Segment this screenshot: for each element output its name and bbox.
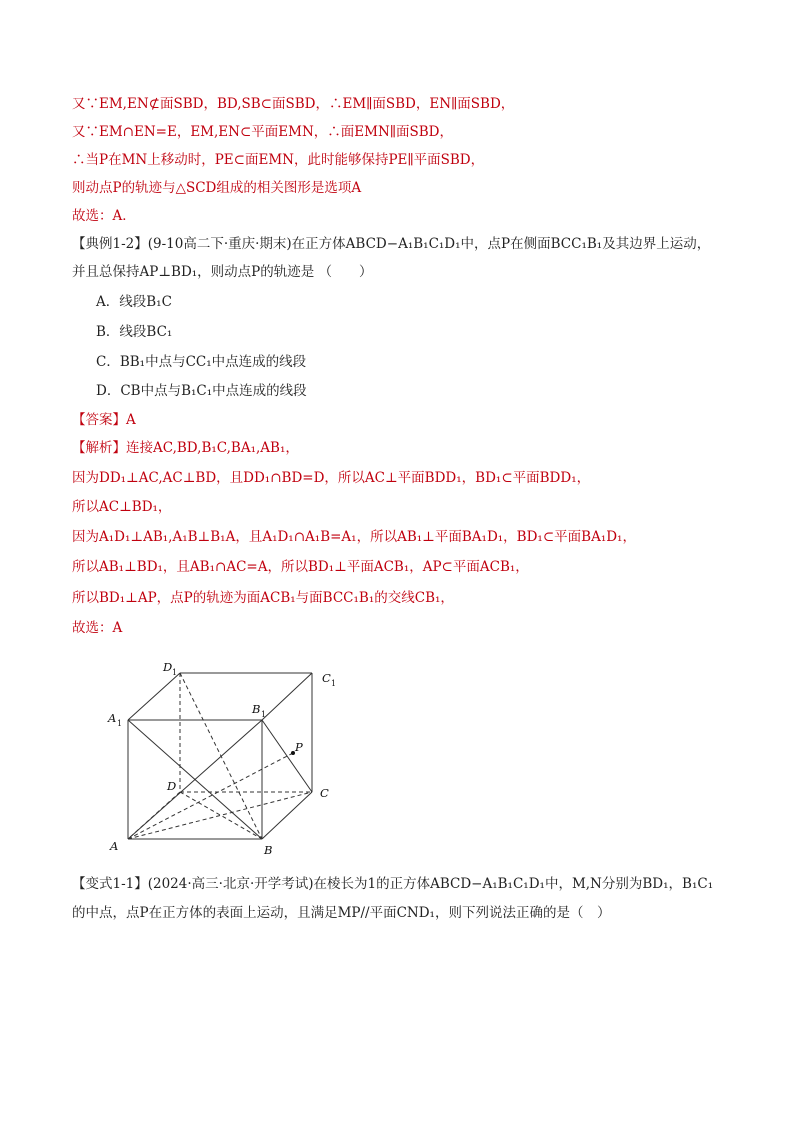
- label-b: B: [264, 843, 273, 857]
- label-a1: A: [108, 711, 117, 725]
- label-a1-sub: 1: [117, 719, 123, 728]
- text-line: 故选：A．: [72, 208, 136, 224]
- answer-line: 【答案】A: [72, 412, 136, 428]
- label-b1-sub: 1: [261, 710, 267, 719]
- text-line: 所以BD₁⊥AP，点P的轨迹为面ACB₁与面BCC₁B₁的交线CB₁，: [72, 590, 454, 606]
- label-c1: C: [322, 671, 331, 685]
- text-line: 并且总保持AP⊥BD₁，则动点P的轨迹是 （ ）: [72, 264, 373, 280]
- text-line: ∴当P在MN上移动时，PE⊂面EMN，此时能够保持PE∥平面SBD，: [72, 152, 485, 168]
- text-line: 又∵EM∩EN=E，EM,EN⊂平面EMN，∴面EMN∥面SBD，: [72, 124, 453, 140]
- analysis-line: 【解析】连接AC,BD,B₁C,BA₁,AB₁，: [72, 440, 299, 456]
- example-heading: 【典例1-2】(9-10高二下·重庆·期末)在正方体ABCD−A₁B₁C₁D₁中，点P在侧面BCC₁B₁及其边界上运动，: [72, 236, 711, 252]
- label-b1: B: [252, 702, 261, 716]
- label-a: A: [110, 839, 119, 853]
- option-b: B．线段BC₁: [96, 324, 173, 340]
- text-line: 所以AC⊥BD₁，: [72, 499, 172, 515]
- label-c: C: [320, 786, 329, 800]
- variant-heading: 【变式1-1】(2024·高三·北京·开学考试)在棱长为1的正方体ABCD−A₁B₁C₁D₁中，M,N分别为BD₁，B₁C₁: [72, 876, 714, 892]
- text-line: 的中点，点P在正方体的表面上运动，且满足MP//平面CND₁，则下列说法正确的是（ ）: [72, 905, 611, 921]
- label-d1-sub: 1: [172, 668, 178, 677]
- text-line: 则动点P的轨迹与△SCD组成的相关图形是选项A: [72, 180, 362, 196]
- label-c1-sub: 1: [331, 679, 337, 688]
- label-d1: D: [163, 660, 173, 674]
- text-line: 因为DD₁⊥AC,AC⊥BD，且DD₁∩BD=D，所以AC⊥平面BDD₁，BD₁⊂平面BDD₁，: [72, 470, 591, 486]
- label-p: P: [295, 740, 303, 754]
- option-a: A．线段B₁C: [96, 294, 172, 310]
- cube-figure: [100, 650, 360, 862]
- label-d: D: [167, 779, 177, 793]
- text-line: 因为A₁D₁⊥AB₁,A₁B⊥B₁A，且A₁D₁∩A₁B=A₁，所以AB₁⊥平面BA₁D₁，BD₁⊂平面BA₁D₁，: [72, 529, 636, 545]
- option-c: C．BB₁中点与CC₁中点连成的线段: [96, 354, 307, 370]
- text-line: 又∵EM,EN⊄面SBD，BD,SB⊂面SBD，∴EM∥面SBD，EN∥面SBD，: [72, 96, 515, 112]
- text-line: 故选：A: [72, 620, 123, 636]
- text-line: 所以AB₁⊥BD₁，且AB₁∩AC=A，所以BD₁⊥平面ACB₁，AP⊂平面ACB₁，: [72, 559, 529, 575]
- option-d: D．CB中点与B₁C₁中点连成的线段: [96, 383, 307, 399]
